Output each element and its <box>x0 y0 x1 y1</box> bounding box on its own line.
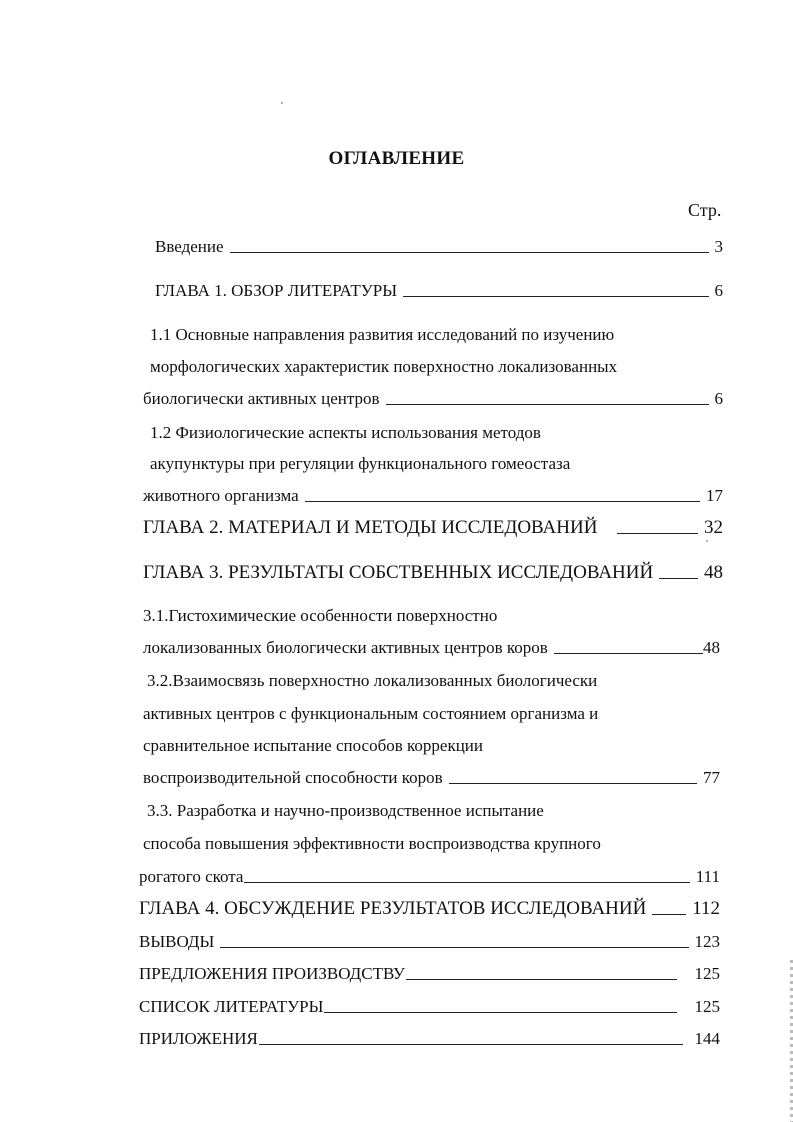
leader-line <box>652 914 686 915</box>
leader-line <box>220 947 688 948</box>
leader-line <box>406 979 677 980</box>
page-number: 6 <box>714 389 723 408</box>
toc-entry-line: 3.2.Взаимосвязь поверхностно локализованных биологически <box>147 671 598 690</box>
leader-line <box>305 501 700 502</box>
page-number: 144 <box>694 1029 720 1048</box>
toc-entry-section-3-3[interactable]: рогатого скота 111 <box>139 867 720 886</box>
toc-entry-line: 3.3. Разработка и научно-производственное испытание <box>147 801 544 820</box>
leader-line <box>617 533 698 534</box>
toc-entry-section-1-1[interactable]: биологически активных центров 6 <box>143 389 723 408</box>
scan-speck <box>281 102 283 104</box>
toc-entry-appendices[interactable]: ПРИЛОЖЕНИЯ 144 <box>139 1029 720 1048</box>
toc-entry-line: 1.2 Физиологические аспекты использования методов <box>150 423 541 442</box>
leader-line <box>386 404 709 405</box>
toc-entry-line: акупунктуры при регуляции функционального гомеостаза <box>150 454 571 473</box>
leader-line <box>554 653 703 654</box>
toc-entry-proposals[interactable]: ПРЕДЛОЖЕНИЯ ПРОИЗВОДСТВУ 125 <box>139 964 720 983</box>
page-number: 48 <box>704 562 723 583</box>
leader-line <box>230 252 709 253</box>
page-number: 125 <box>694 997 720 1016</box>
page-number: 123 <box>694 932 720 951</box>
toc-entry-chapter-2[interactable]: ГЛАВА 2. МАТЕРИАЛ И МЕТОДЫ ИССЛЕДОВАНИЙ 32 <box>143 517 723 538</box>
page-number: 125 <box>694 964 720 983</box>
toc-entry-conclusions[interactable]: ВЫВОДЫ 123 <box>139 932 720 951</box>
toc-entry-section-3-2[interactable]: воспроизводительной способности коров 77 <box>143 768 720 787</box>
toc-entry-line: морфологических характеристик поверхностно локализованных <box>150 357 618 376</box>
page-number: 111 <box>695 867 720 886</box>
page-title: ОГЛАВЛЕНИЕ <box>328 148 465 169</box>
toc-entry-line: сравнительное испытание способов коррекции <box>143 736 483 755</box>
leader-line <box>324 1012 676 1013</box>
page-column-label: Стр. <box>688 200 722 220</box>
toc-entry-line: 1.1 Основные направления развития исследований по изучению <box>150 325 615 344</box>
page-number: 77 <box>703 768 720 787</box>
page-number: 48 <box>703 638 720 657</box>
toc-entry-line: 3.1.Гистохимические особенности поверхностно <box>143 606 498 625</box>
toc-entry-introduction[interactable]: Введение 3 <box>155 237 723 256</box>
toc-entry-line: способа повышения эффективности воспроизводства крупного <box>143 834 601 853</box>
toc-entry-section-3-1[interactable]: локализованных биологически активных центров коров 48 <box>143 638 720 657</box>
toc-entry-section-1-2[interactable]: животного организма 17 <box>143 486 723 505</box>
toc-entry-references[interactable]: СПИСОК ЛИТЕРАТУРЫ 125 <box>139 997 720 1016</box>
scan-speck <box>706 540 708 542</box>
page-number: 6 <box>714 281 723 300</box>
leader-line <box>449 783 697 784</box>
page-number: 112 <box>692 898 720 919</box>
toc-entry-chapter-1[interactable]: ГЛАВА 1. ОБЗОР ЛИТЕРАТУРЫ 6 <box>155 281 723 300</box>
toc-entry-chapter-4[interactable]: ГЛАВА 4. ОБСУЖДЕНИЕ РЕЗУЛЬТАТОВ ИССЛЕДОВАНИЙ 112 <box>139 898 720 919</box>
leader-line <box>244 882 689 883</box>
leader-line <box>659 578 698 579</box>
page-number: 17 <box>706 486 723 505</box>
page-number: 3 <box>714 237 723 256</box>
leader-line <box>403 296 708 297</box>
page-number: 32 <box>704 517 723 538</box>
toc-entry-line: активных центров с функциональным состоянием организма и <box>143 704 599 723</box>
leader-line <box>259 1044 683 1045</box>
toc-entry-chapter-3[interactable]: ГЛАВА 3. РЕЗУЛЬТАТЫ СОБСТВЕННЫХ ИССЛЕДОВАНИЙ 48 <box>143 562 723 583</box>
